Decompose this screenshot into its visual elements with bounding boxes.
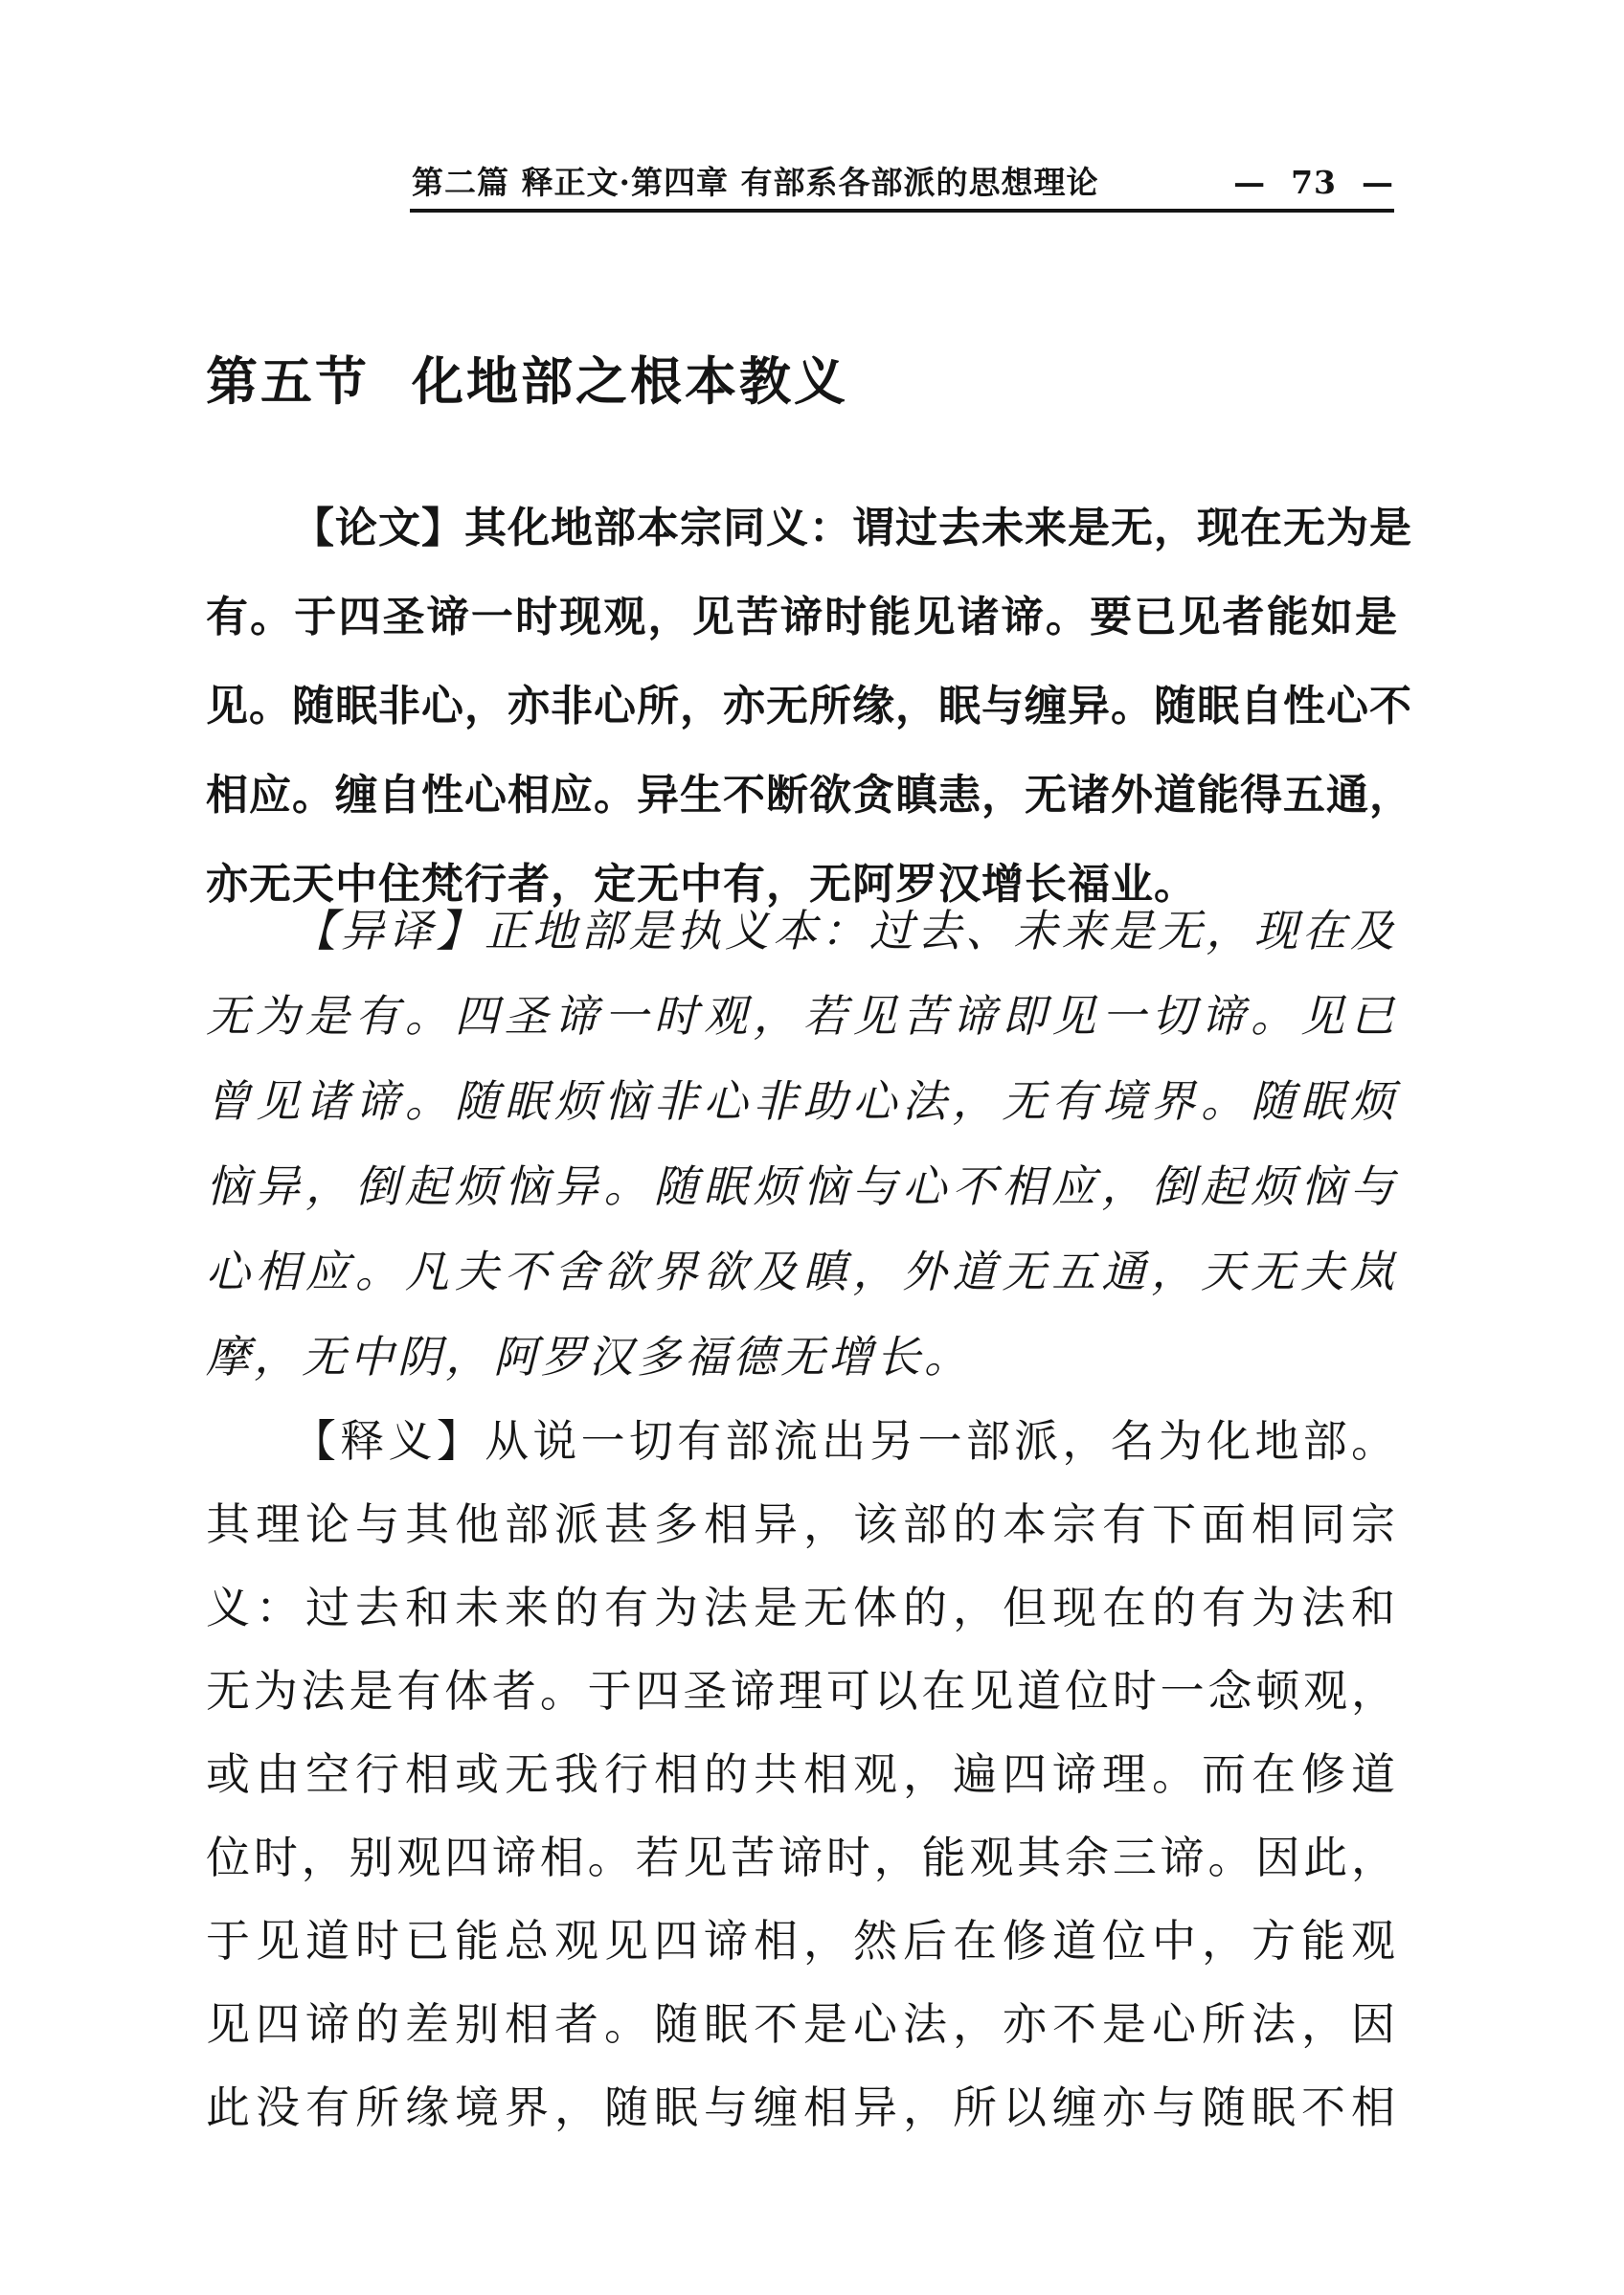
chapter-breadcrumb: 第二篇 释正文·第四章 有部系各部派的思想理论: [412, 164, 1099, 201]
running-header: [412, 158, 1394, 203]
text-line: 或由空行相或无我行相的共相观，遍四谛理。而在修道: [206, 1748, 1398, 1800]
text-line: 见。随眠非心，亦非心所，亦无所缘，眠与缠异。随眠自性心不: [206, 682, 1412, 731]
section-title: 化地部之根本教义: [412, 350, 848, 412]
dash-right: —: [1362, 164, 1394, 201]
text-line: 相应。缠自性心相应。异生不断欲贪瞋恚，无诸外道能得五通，: [206, 771, 1412, 820]
text-line: 摩，无中阴，阿罗汉多福德无增长。: [206, 1331, 972, 1383]
paragraph-shiyi: [206, 1400, 1398, 2149]
text-line: 恼异，倒起烦恼异。随眠烦恼与心不相应，倒起烦恼与: [206, 1160, 1398, 1212]
text-line: 其理论与其他部派甚多相异，该部的本宗有下面相同宗: [206, 1498, 1398, 1550]
text-line: 曾见诸谛。随眠烦恼非心非助心法，无有境界。随眠烦: [206, 1075, 1398, 1127]
text-line: 【释义】从说一切有部流出另一部派，名为化地部。: [292, 1415, 1398, 1467]
text-line: 无为法是有体者。于四圣谛理可以在见道位时一念顿观，: [206, 1665, 1398, 1717]
section-number: 第五节: [206, 350, 370, 412]
text-line: 心相应。凡夫不舍欲界欲及瞋，外道无五通，天无夫岚: [206, 1246, 1398, 1297]
paragraph-lunwen: [206, 484, 1412, 929]
text-line: 于见道时已能总观见四谛相，然后在修道位中，方能观: [206, 1915, 1398, 1967]
page-number: 73: [1291, 164, 1337, 201]
text-line: 亦无天中住梵行者，定无中有，无阿罗汉增长福业。: [206, 860, 1197, 909]
section-title-row: [206, 341, 848, 415]
paragraph-yiyi: [206, 889, 1398, 1400]
text-line: 无为是有。四圣谛一时观，若见苦谛即见一切谛。见已: [206, 990, 1398, 1042]
text-line: 此没有所缘境界，随眠与缠相异，所以缠亦与随眠不相: [206, 2081, 1398, 2133]
text-line: 【论文】其化地部本宗同义：谓过去未来是无，现在无为是: [292, 504, 1412, 552]
text-line: 【异译】正地部是执义本：过去、未来是无，现在及: [292, 905, 1398, 956]
page-number-group: [1233, 164, 1394, 201]
dash-left: —: [1233, 164, 1267, 201]
header-rule: [410, 209, 1394, 213]
text-line: 见四谛的差别相者。随眠不是心法，亦不是心所法，因: [206, 1998, 1398, 2050]
text-line: 义：过去和未来的有为法是无体的，但现在的有为法和: [206, 1582, 1398, 1633]
text-line: 位时，别观四谛相。若见苦谛时，能观其余三谛。因此，: [206, 1832, 1398, 1883]
text-line: 有。于四圣谛一时现观，见苦谛时能见诸谛。要已见者能如是: [206, 593, 1398, 641]
